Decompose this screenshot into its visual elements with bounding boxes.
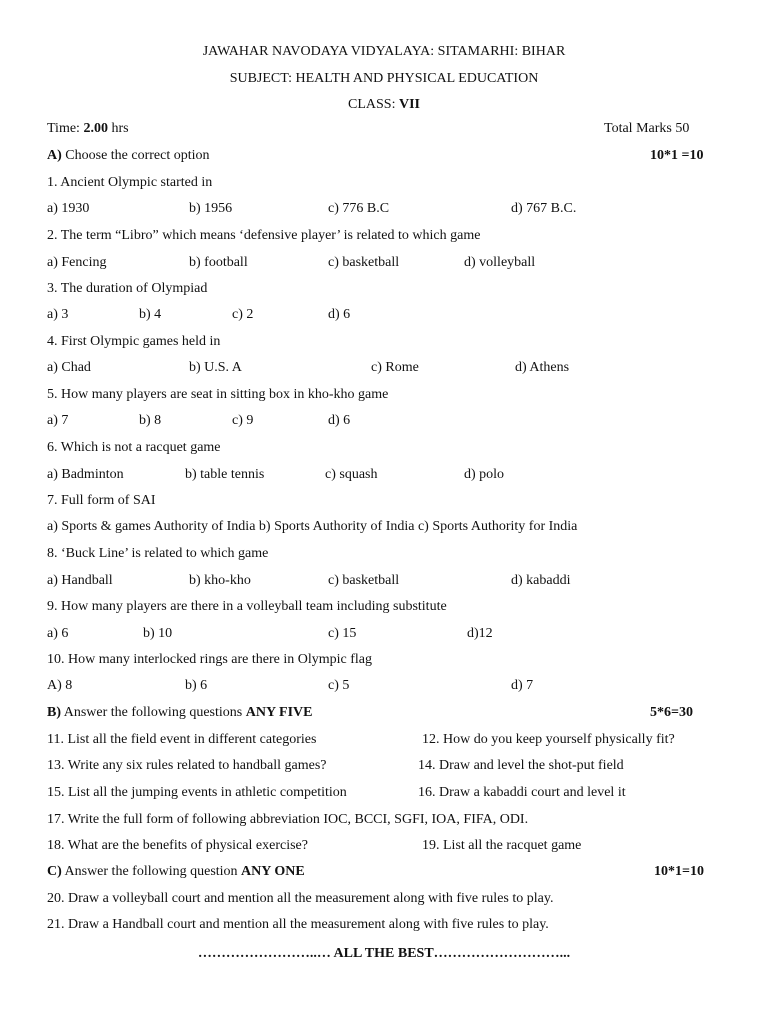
time-unit: hrs bbox=[107, 121, 129, 136]
question-2: 2. The term “Libro” which means ‘defensive player’ is related to which game bbox=[47, 228, 481, 243]
option: c) squash bbox=[325, 467, 378, 482]
option: d) Athens bbox=[515, 360, 570, 375]
option: d) 6 bbox=[328, 307, 351, 322]
option: d) 6 bbox=[328, 413, 351, 428]
option: d) kabaddi bbox=[511, 573, 571, 588]
question-12: 12. How do you keep yourself physically fit? bbox=[422, 732, 675, 747]
option: b) kho-kho bbox=[189, 573, 251, 588]
question-8: 8. ‘Buck Line’ is related to which game bbox=[47, 546, 269, 561]
option: b) 6 bbox=[185, 678, 208, 693]
question-14: 14. Draw and level the shot-put field bbox=[418, 758, 624, 773]
option: A) 8 bbox=[47, 678, 73, 693]
question-15: 15. List all the jumping events in athletic competition bbox=[47, 785, 347, 800]
option: b) table tennis bbox=[185, 467, 265, 482]
section-b-heading bbox=[47, 705, 312, 721]
question-11: 11. List all the field event in different categories bbox=[47, 732, 317, 747]
option: a) Sports & games Authority of India b) Sports Authority of India c) Sports Authority for India bbox=[47, 519, 578, 534]
question-19: 19. List all the racquet game bbox=[422, 838, 582, 853]
question-7: 7. Full form of SAI bbox=[47, 493, 156, 508]
class-label: CLASS: bbox=[348, 97, 399, 112]
time-value: 2.00 bbox=[83, 121, 108, 136]
time-line bbox=[47, 121, 129, 137]
option: c) 5 bbox=[328, 678, 350, 693]
section-a-title: Choose the correct option bbox=[61, 148, 210, 163]
question-6: 6. Which is not a racquet game bbox=[47, 440, 221, 455]
total-marks: Total Marks 50 bbox=[604, 121, 690, 136]
class-value: VII bbox=[398, 97, 420, 112]
question-9: 9. How many players are there in a volleyball team including substitute bbox=[47, 599, 447, 614]
option: a) 7 bbox=[47, 413, 69, 428]
option: a) Fencing bbox=[47, 255, 107, 270]
option: b) 4 bbox=[139, 307, 162, 322]
section-a-heading bbox=[47, 148, 210, 164]
option: d) volleyball bbox=[464, 255, 536, 270]
option: a) 3 bbox=[47, 307, 69, 322]
section-c-heading bbox=[47, 864, 305, 880]
option: c) basketball bbox=[328, 255, 400, 270]
option: c) 2 bbox=[232, 307, 254, 322]
question-10: 10. How many interlocked rings are there in Olympic flag bbox=[47, 652, 373, 667]
option: d) 7 bbox=[511, 678, 534, 693]
question-21: 21. Draw a Handball court and mention all the measurement along with five rules to play. bbox=[47, 917, 549, 932]
option: a) 6 bbox=[47, 626, 69, 641]
question-18: 18. What are the benefits of physical exercise? bbox=[47, 838, 308, 853]
question-1: 1. Ancient Olympic started in bbox=[47, 175, 213, 190]
option: a) Handball bbox=[47, 573, 113, 588]
option: c) 776 B.C bbox=[328, 201, 390, 216]
option: c) basketball bbox=[328, 573, 400, 588]
question-4: 4. First Olympic games held in bbox=[47, 334, 221, 349]
option: d) polo bbox=[464, 467, 505, 482]
section-c-label: C) bbox=[47, 864, 62, 879]
section-c-marks: 10*1=10 bbox=[654, 864, 704, 879]
class-line bbox=[0, 95, 768, 115]
section-a-label: A) bbox=[47, 148, 62, 163]
option: b) 1956 bbox=[189, 201, 233, 216]
option: a) Chad bbox=[47, 360, 91, 375]
option: b) 10 bbox=[143, 626, 173, 641]
option: b) U.S. A bbox=[189, 360, 242, 375]
section-b-marks: 5*6=30 bbox=[650, 705, 693, 720]
question-16: 16. Draw a kabaddi court and level it bbox=[418, 785, 626, 800]
section-c-emphasis: ANY ONE bbox=[241, 864, 305, 879]
question-3: 3. The duration of Olympiad bbox=[47, 281, 208, 296]
question-13: 13. Write any six rules related to handball games? bbox=[47, 758, 327, 773]
section-b-emphasis: ANY FIVE bbox=[245, 705, 313, 720]
school-title: JAWAHAR NAVODAYA VIDYALAYA: SITAMARHI: BIHAR bbox=[202, 44, 566, 59]
section-b-label: B) bbox=[47, 705, 61, 720]
section-c-title: Answer the following question bbox=[61, 864, 242, 879]
option: c) 9 bbox=[232, 413, 254, 428]
section-a-marks: 10*1 =10 bbox=[650, 148, 704, 163]
option: c) Rome bbox=[371, 360, 419, 375]
option: a) 1930 bbox=[47, 201, 90, 216]
time-label: Time: bbox=[47, 121, 84, 136]
option: c) 15 bbox=[328, 626, 357, 641]
option: d) 767 B.C. bbox=[511, 201, 577, 216]
option: b) 8 bbox=[139, 413, 162, 428]
section-b-title: Answer the following questions bbox=[61, 705, 246, 720]
option: d)12 bbox=[467, 626, 493, 641]
question-20: 20. Draw a volleyball court and mention all the measurement along with five rules to play. bbox=[47, 891, 554, 906]
subject-title: SUBJECT: HEALTH AND PHYSICAL EDUCATION bbox=[229, 71, 539, 86]
option: b) football bbox=[189, 255, 248, 270]
question-17: 17. Write the full form of following abbreviation IOC, BCCI, SGFI, IOA, FIFA, ODI. bbox=[47, 812, 529, 827]
closing-message: ……………………..… ALL THE BEST………………………... bbox=[197, 946, 571, 961]
option: a) Badminton bbox=[47, 467, 124, 482]
question-5: 5. How many players are seat in sitting box in kho-kho game bbox=[47, 387, 389, 402]
